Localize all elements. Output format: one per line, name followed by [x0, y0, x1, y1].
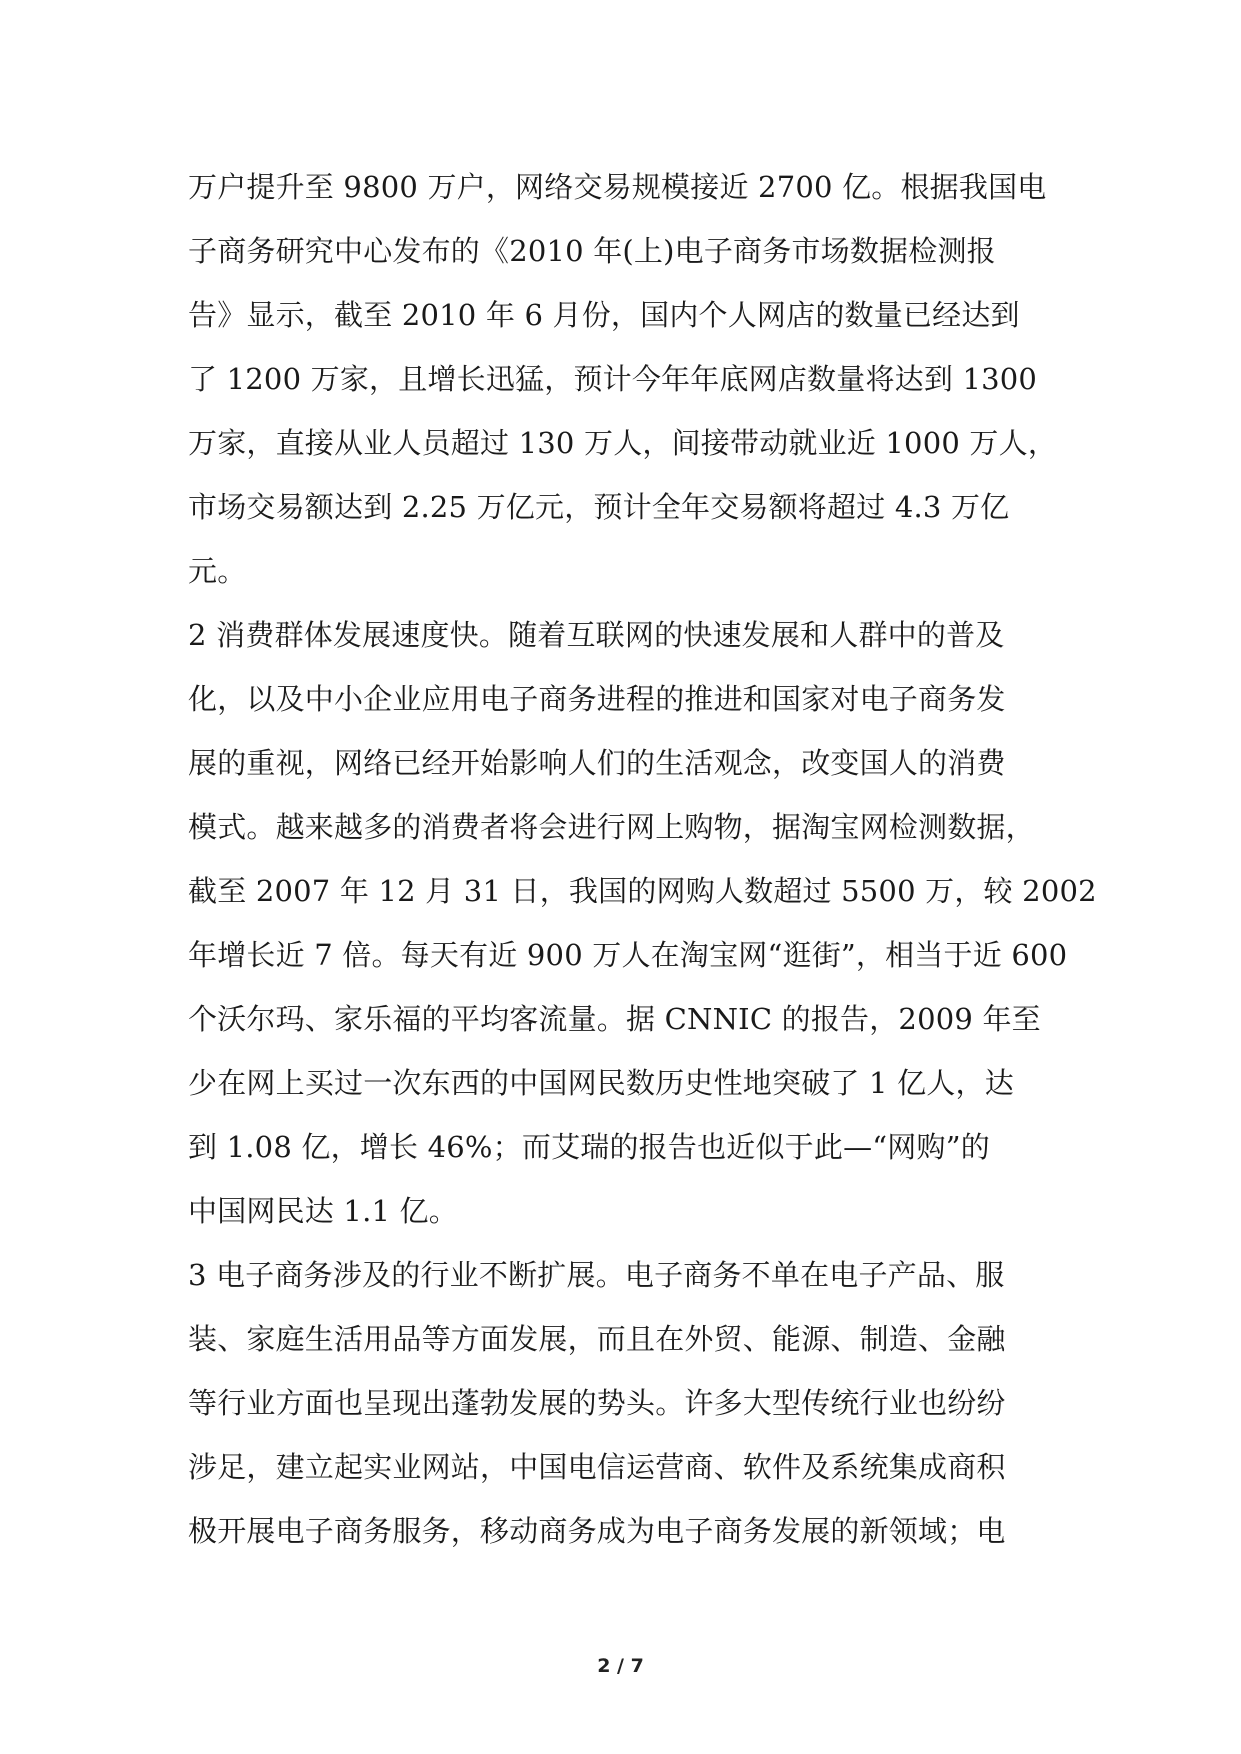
text-line: 3 电子商务涉及的行业不断扩展。电子商务不单在电子产品、服	[188, 1258, 1005, 1292]
text-line: 少在网上买过一次东西的中国网民数历史性地突破了 1 亿人，达	[188, 1066, 1014, 1100]
text-line: 元。	[188, 554, 247, 588]
text-line: 万户提升至 9800 万户，网络交易规模接近 2700 亿。根据我国电	[188, 170, 1047, 204]
body-text	[188, 155, 1097, 1563]
text-line: 极开展电子商务服务，移动商务成为电子商务发展的新领域；电	[188, 1514, 1006, 1548]
text-line: 个沃尔玛、家乐福的平均客流量。据 CNNIC 的报告，2009 年至	[188, 1002, 1041, 1036]
text-line: 年增长近 7 倍。每天有近 900 万人在淘宝网“逛街”，相当于近 600	[188, 938, 1068, 972]
text-line: 2 消费群体发展速度快。随着互联网的快速发展和人群中的普及	[188, 618, 1005, 652]
text-line: 市场交易额达到 2.25 万亿元，预计全年交易额将超过 4.3 万亿	[188, 490, 1010, 524]
text-line: 中国网民达 1.1 亿。	[188, 1194, 458, 1228]
text-line: 模式。越来越多的消费者将会进行网上购物，据淘宝网检测数据，	[188, 810, 1035, 844]
text-line: 截至 2007 年 12 月 31 日，我国的网购人数超过 5500 万，较 2002	[188, 874, 1097, 908]
text-line: 涉足，建立起实业网站，中国电信运营商、软件及系统集成商积	[188, 1450, 1006, 1484]
text-line: 化，以及中小企业应用电子商务进程的推进和国家对电子商务发	[188, 682, 1006, 716]
text-line: 展的重视，网络已经开始影响人们的生活观念，改变国人的消费	[188, 746, 1006, 780]
text-line: 万家，直接从业人员超过 130 万人，间接带动就业近 1000 万人，	[188, 426, 1058, 460]
text-line: 子商务研究中心发布的《2010 年(上)电子商务市场数据检测报	[188, 234, 996, 268]
text-line: 了 1200 万家，且增长迅猛，预计今年年底网店数量将达到 1300	[188, 362, 1038, 396]
text-line: 等行业方面也呈现出蓬勃发展的势头。许多大型传统行业也纷纷	[188, 1386, 1006, 1420]
text-line: 装、家庭生活用品等方面发展，而且在外贸、能源、制造、金融	[188, 1322, 1006, 1356]
text-line: 告》显示，截至 2010 年 6 月份，国内个人网店的数量已经达到	[188, 298, 1020, 332]
text-line: 到 1.08 亿，增长 46%；而艾瑞的报告也近似于此—“网购”的	[188, 1130, 990, 1164]
page-number: 2 / 7	[597, 1655, 644, 1677]
